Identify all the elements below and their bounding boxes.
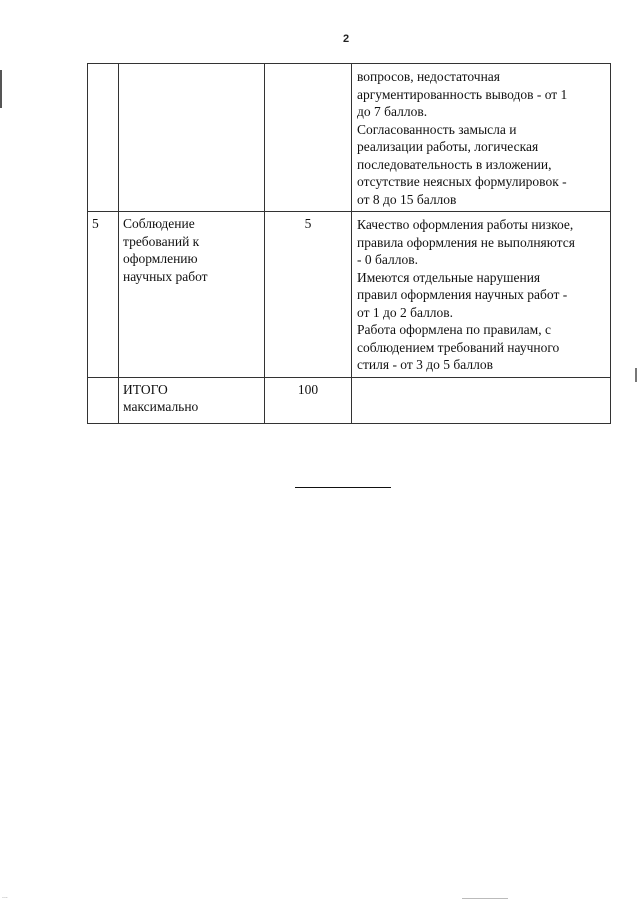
description-line: от 1 до 2 баллов.	[357, 304, 454, 320]
description-line: последовательность в изложении,	[357, 156, 552, 172]
cell-max-score: 100	[265, 377, 352, 423]
description-line: Имеются отдельные нарушения	[357, 269, 541, 285]
table-row-total	[88, 377, 611, 423]
cell-description	[352, 64, 611, 212]
scan-artifact-left	[0, 70, 2, 108]
criterion-line: ИТОГО	[123, 381, 168, 397]
cell-number	[88, 377, 119, 423]
cell-description	[352, 212, 611, 378]
table-row-5	[88, 212, 611, 378]
description-line: отсутствие неясных формулировок -	[357, 174, 567, 189]
description-line: правил оформления научных работ -	[357, 287, 568, 302]
description-line: стиля - от 3 до 5 баллов	[357, 357, 493, 372]
table-row-continued	[88, 64, 611, 212]
description-line: реализации работы, логическая	[357, 139, 539, 154]
criterion-line: максимально	[123, 399, 199, 414]
cell-number	[88, 64, 119, 212]
cell-number: 5	[88, 212, 119, 378]
cell-max-score	[265, 64, 352, 212]
description-line: правила оформления не выполняются	[357, 234, 575, 250]
criteria-table	[87, 63, 611, 424]
description-line: Согласованность замысла и	[357, 121, 517, 137]
description-line: аргументированность выводов - от 1	[357, 86, 568, 102]
cell-criterion	[119, 64, 265, 212]
description-line: вопросов, недостаточная	[357, 69, 500, 84]
description-line: Качество оформления работы низкое,	[357, 217, 574, 232]
cell-criterion	[119, 212, 265, 378]
page-number: 2	[342, 33, 350, 45]
description-line: до 7 баллов.	[357, 104, 428, 119]
end-separator-line	[295, 487, 391, 488]
description-line: соблюдением требований научного	[357, 339, 560, 355]
description-line: - 0 баллов.	[357, 252, 418, 267]
description-line: от 8 до 15 баллов	[357, 191, 457, 207]
criterion-line: требований к	[123, 233, 200, 249]
cell-criterion	[119, 377, 265, 423]
criterion-line: Соблюдение	[123, 216, 195, 231]
footer-scan-line	[462, 898, 508, 899]
cell-max-score: 5	[265, 212, 352, 378]
description-line: Работа оформлена по правилам, с	[357, 322, 551, 337]
cell-description	[352, 377, 611, 423]
criterion-line: оформлению	[123, 251, 198, 266]
footer-scan-mark: ...	[2, 893, 8, 900]
scan-artifact-right	[635, 368, 637, 382]
criterion-line: научных работ	[123, 268, 208, 284]
